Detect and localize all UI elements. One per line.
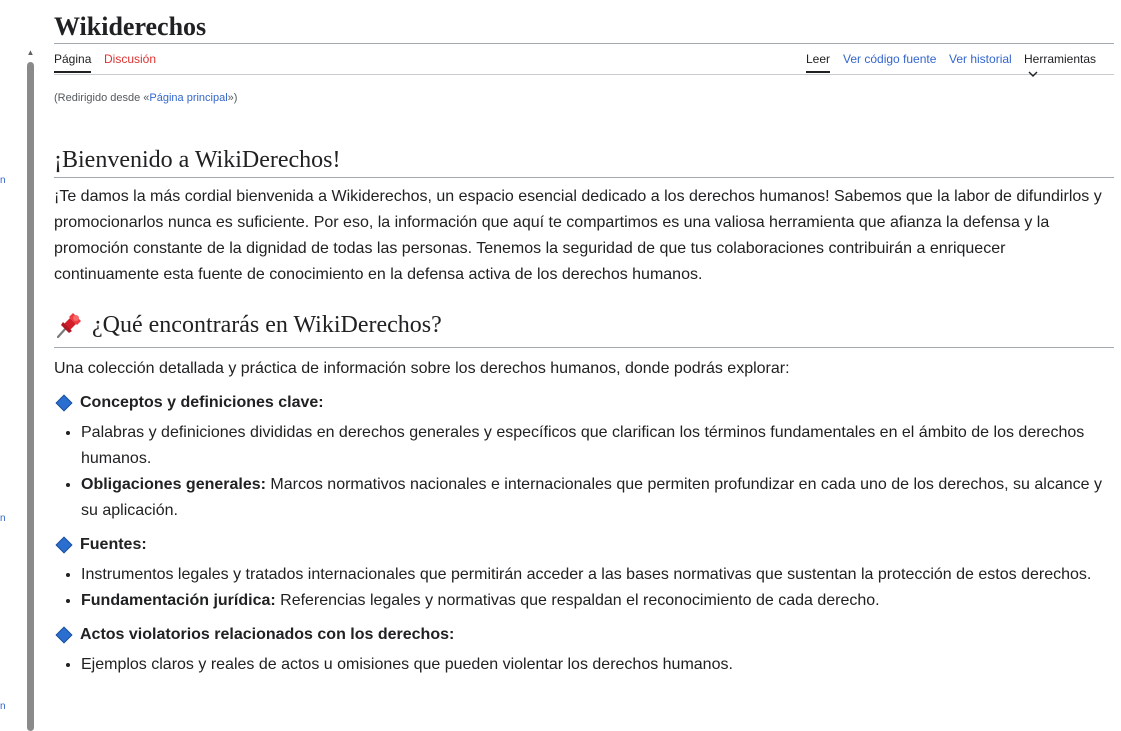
sidebar-strip <box>0 0 48 731</box>
blue-diamond-icon <box>56 395 73 412</box>
tools-menu-label: Herramientas <box>1024 52 1097 66</box>
sidebar-link-fragment[interactable]: n <box>0 701 6 712</box>
list-item-text: Ejemplos claros y reales de actos u omisiones que pueden violentar los derechos humanos. <box>81 656 733 673</box>
tab-discusion[interactable]: Discusión <box>104 52 157 66</box>
section-title: Fuentes: <box>80 536 147 553</box>
section-title: Actos violatorios relacionados con los derechos: <box>80 626 455 643</box>
welcome-heading: ¡Bienvenido a WikiDerechos! <box>54 145 1114 178</box>
redirect-prefix: (Redirigido desde « <box>54 92 150 104</box>
list-item <box>81 420 1114 472</box>
list-item-text: Instrumentos legales y tratados internacionales que permitirán acceder a las bases normativas que sustentan la protección de estos derechos. <box>81 566 1092 583</box>
section-title: Conceptos y definiciones clave: <box>80 394 324 411</box>
page-title: Wikiderechos <box>54 0 1114 44</box>
blue-diamond-icon <box>56 537 73 554</box>
list-item <box>81 562 1114 588</box>
scroll-up-arrow-icon[interactable]: ▲ <box>26 48 35 57</box>
chevron-down-icon <box>1027 69 1039 79</box>
tab-ver-historial[interactable]: Ver historial <box>949 52 1012 66</box>
find-intro: Una colección detallada y práctica de información sobre los derechos humanos, donde podrás explorar: <box>54 360 790 377</box>
pushpin-icon <box>54 310 84 340</box>
tab-ver-codigo-fuente[interactable]: Ver código fuente <box>843 52 937 66</box>
page-tabs <box>54 44 1114 75</box>
section-list <box>54 420 1114 524</box>
section-list <box>54 562 1114 614</box>
section-heading <box>54 624 1114 646</box>
scrollbar[interactable] <box>25 48 36 731</box>
welcome-paragraph: ¡Te damos la más cordial bienvenida a Wikiderechos, un espacio esencial dedicado a los derechos humanos! Sabemos que la labor de difundirlos y promocionarlos nunca es suficiente. Por eso, la información que aquí te compartimos es una valiosa herramienta que afianza la defensa y la promoción constante de la dignidad de todas las personas. Tenemos la seguridad de que tus colaboraciones contribuirán a enriquecer continuamente esta fuente de conocimiento en la defensa activa de los derechos humanos. <box>54 188 1102 283</box>
list-item <box>81 652 1114 678</box>
tools-menu[interactable] <box>1024 52 1114 80</box>
list-item-text: Referencias legales y normativas que respaldan el reconocimiento de cada derecho. <box>275 592 880 609</box>
list-item-term: Obligaciones generales: <box>81 476 266 493</box>
section-heading <box>54 392 1114 414</box>
tab-pagina[interactable]: Página <box>54 52 91 73</box>
list-item-text: Palabras y definiciones divididas en derechos generales y específicos que clarifican los términos fundamentales en el ámbito de los derechos humanos. <box>81 424 1085 467</box>
scroll-thumb[interactable] <box>27 62 34 731</box>
sidebar-link-fragment[interactable]: n <box>0 175 6 186</box>
sidebar-link-fragment[interactable]: n <box>0 513 6 524</box>
blue-diamond-icon <box>56 627 73 644</box>
redirect-note <box>54 92 1114 106</box>
list-item-text: Marcos normativos nacionales e internacionales que permiten profundizar en cada uno de los derechos, su alcance y su aplicación. <box>81 476 1102 519</box>
find-heading-text: ¿Qué encontrarás en WikiDerechos? <box>92 312 442 338</box>
page-content <box>54 0 1114 678</box>
list-item <box>81 472 1114 524</box>
tab-leer[interactable]: Leer <box>806 52 830 73</box>
redirect-suffix: ») <box>227 92 238 104</box>
list-item <box>81 588 1114 614</box>
list-item-term: Fundamentación jurídica: <box>81 592 276 609</box>
find-heading <box>54 305 1114 348</box>
section-list <box>54 652 1114 678</box>
section-heading <box>54 534 1114 556</box>
redirect-link[interactable]: Página principal <box>149 92 228 104</box>
